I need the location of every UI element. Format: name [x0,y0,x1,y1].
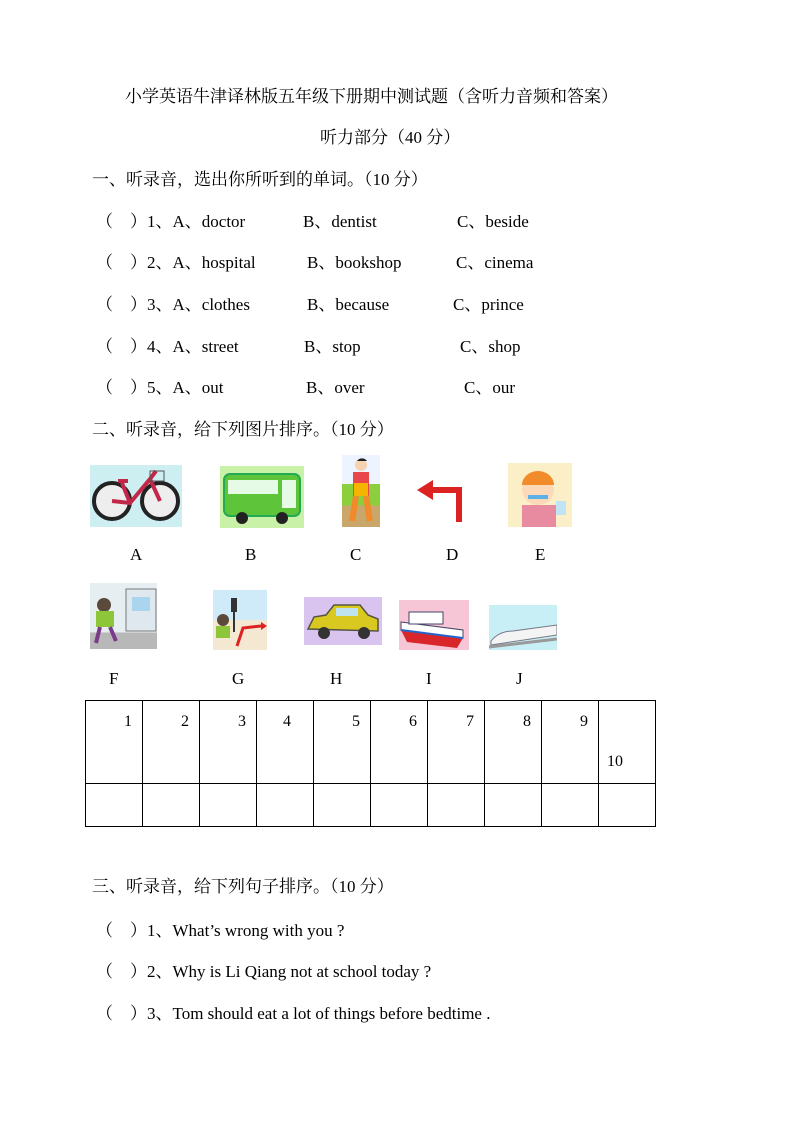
answer-cell[interactable] [371,784,428,827]
bicycle-icon [90,465,182,527]
number-cell [542,701,599,784]
girl-walking-icon [342,455,380,527]
picture-label-c: C [350,545,362,564]
answer-cell[interactable] [314,784,371,827]
number-row [86,701,656,784]
listening-part-title: 听力部分（40 分） [320,128,461,147]
option-b: B、dentist [303,212,377,231]
number: 9 [580,713,588,730]
number: 1 [124,713,132,730]
section1-heading: 一、听录音，选出你所听到的单词。（10 分） [92,170,428,189]
picture-label-h: H [330,669,343,688]
answer-cell[interactable] [599,784,656,827]
number: 8 [523,713,531,730]
number-cell [143,701,200,784]
option-b: B、stop [304,337,361,356]
answer-cell[interactable] [143,784,200,827]
picture-label-d: D [446,545,459,564]
number: 2 [181,713,189,730]
number: 4 [283,713,291,730]
answer-cell[interactable] [200,784,257,827]
section2-heading: 二、听录音，给下列图片排序。（10 分） [92,420,394,439]
picture-label-b: B [245,545,257,564]
answer-cell[interactable] [428,784,485,827]
number-cell [599,701,656,784]
bus-icon [220,466,304,528]
picture-label-j: J [516,669,523,688]
answer-cell[interactable] [257,784,314,827]
number: 5 [352,713,360,730]
document-title: 小学英语牛津译林版五年级下册期中测试题（含听力音频和答案） [125,87,618,106]
boy-getting-off-train-icon [90,583,157,649]
picture-label-e: E [535,545,546,564]
sentence-3: （ ）3、Tom should eat a lot of things before bedtime . [96,1004,491,1023]
picture-label-i: I [426,669,432,688]
taxi-icon [304,597,382,645]
question-2: （ ）2、A、hospital [96,253,256,272]
answer-row [86,784,656,827]
number-cell [257,701,314,784]
number-cell [314,701,371,784]
picture-label-f: F [109,669,119,688]
section3-heading: 三、听录音，给下列句子排序。（10 分） [92,877,394,896]
answer-cell[interactable] [86,784,143,827]
question-1: （ ）1、A、doctor [96,212,246,231]
question-5: （ ）5、A、out [96,378,224,397]
boy-turning-at-traffic-light-icon [213,590,267,650]
number-cell [428,701,485,784]
option-c: C、shop [460,337,521,356]
option-b: B、over [306,378,365,397]
train-icon [489,605,557,650]
answer-cell[interactable] [485,784,542,827]
number: 7 [466,713,474,730]
number-cell [86,701,143,784]
boy-brushing-teeth-icon [508,463,572,527]
option-c: C、our [464,378,515,397]
option-c: C、cinema [456,253,534,272]
turn-left-arrow-icon [415,480,465,524]
option-b: B、because [307,295,390,314]
sentence-2: （ ）2、Why is Li Qiang not at school today ? [96,962,432,981]
ship-icon [399,600,469,650]
question-4: （ ）4、A、street [96,337,239,356]
number: 6 [409,713,417,730]
question-3: （ ）3、A、clothes [96,295,250,314]
answer-cell[interactable] [542,784,599,827]
number-cell [371,701,428,784]
number: 3 [238,713,246,730]
number-cell [485,701,542,784]
option-c: C、beside [457,212,529,231]
sentence-1: （ ）1、What’s wrong with you ? [96,921,345,940]
answer-table [85,700,656,827]
number-cell [200,701,257,784]
option-c: C、prince [453,295,524,314]
picture-label-g: G [232,669,245,688]
picture-label-a: A [130,545,143,564]
number: 10 [607,753,623,770]
option-b: B、bookshop [307,253,402,272]
